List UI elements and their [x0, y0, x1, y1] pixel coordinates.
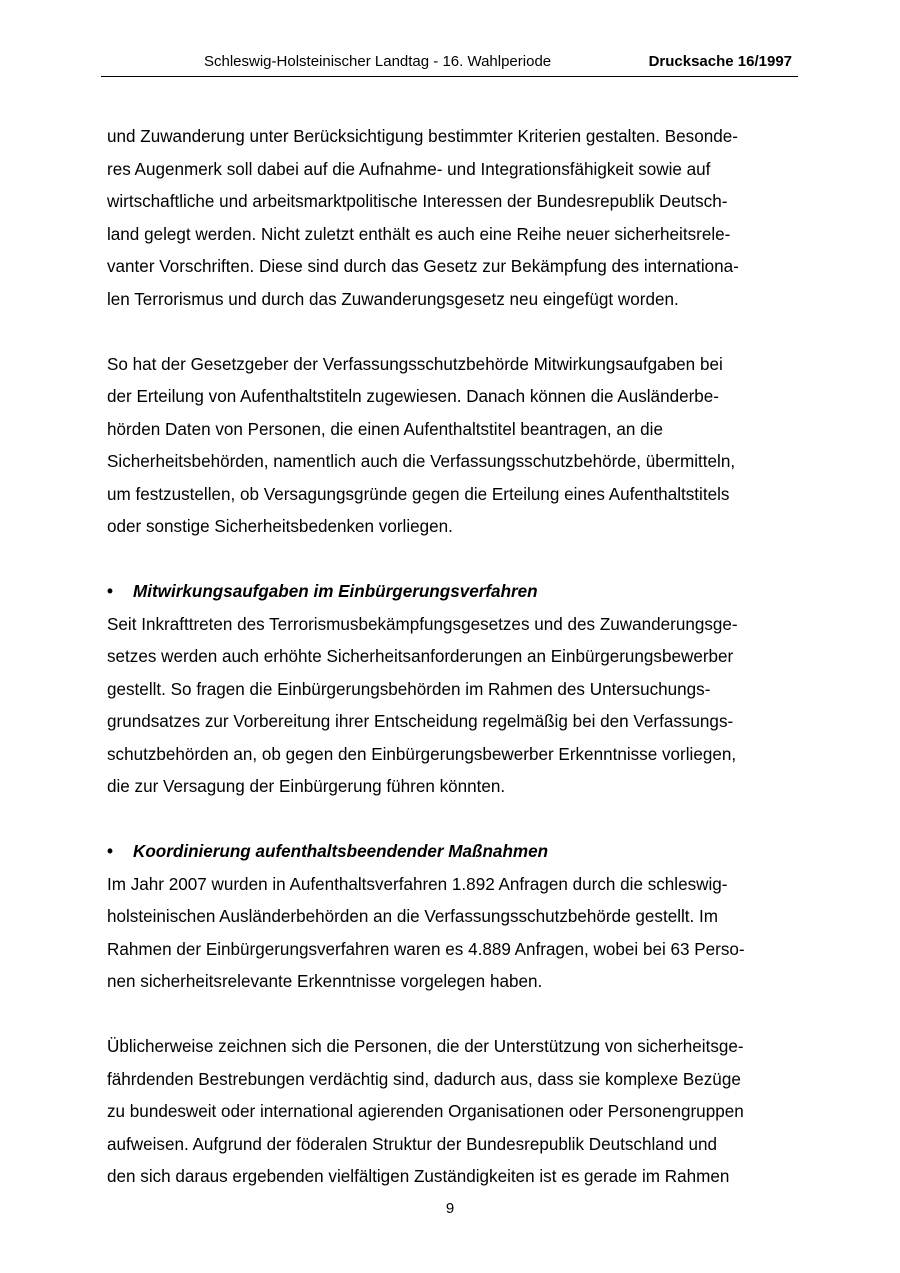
header-title: Schleswig-Holsteinischer Landtag - 16. Wahlperiode — [204, 53, 552, 70]
text-line: die zur Versagung der Einbürgerung führen könnten. — [107, 777, 506, 796]
section-2-paragraph — [107, 869, 797, 999]
paragraph-2 — [107, 349, 797, 544]
text-line: nen sicherheitsrelevante Erkenntnisse vorgelegen haben. — [107, 972, 543, 991]
text-line: oder sonstige Sicherheitsbedenken vorliegen. — [107, 517, 453, 536]
text-line: der Erteilung von Aufenthaltstiteln zugewiesen. Danach können die Ausländerbe- — [107, 387, 719, 406]
text-line: Seit Inkrafttreten des Terrorismusbekämpfungsgesetzes und des Zuwanderungsge- — [107, 614, 738, 634]
section-heading-koordinierung — [107, 836, 797, 869]
text-line: holsteinischen Ausländerbehörden an die Verfassungsschutzbehörde gestellt. Im — [107, 907, 719, 926]
text-line: len Terrorismus und durch das Zuwanderungsgesetz neu eingefügt worden. — [107, 289, 679, 309]
text-line: setzes werden auch erhöhte Sicherheitsanforderungen an Einbürgerungsbewerber — [107, 647, 734, 666]
page-header — [101, 52, 798, 77]
text-line: vanter Vorschriften. Diese sind durch das Gesetz zur Bekämpfung des internationa- — [107, 257, 739, 276]
text-line: wirtschaftliche und arbeitsmarktpolitische Interessen der Bundesrepublik Deutsch- — [107, 192, 728, 211]
text-line: und Zuwanderung unter Berücksichtigung bestimmter Kriterien gestalten. Besonde- — [107, 127, 738, 146]
text-line: Sicherheitsbehörden, namentlich auch die Verfassungsschutzbehörde, übermitteln, — [107, 452, 736, 471]
section-heading-text: Koordinierung aufenthaltsbeendender Maßnahmen — [133, 842, 549, 861]
text-line: fährdenden Bestrebungen verdächtig sind, dadurch aus, dass sie komplexe Bezüge — [107, 1069, 741, 1089]
text-line: hörden Daten von Personen, die einen Aufenthaltstitel beantragen, an die — [107, 419, 663, 439]
text-line: gestellt. So fragen die Einbürgerungsbehörden im Rahmen des Untersuchungs- — [107, 679, 711, 699]
paragraph-1 — [107, 121, 797, 316]
text-line: Üblicherweise zeichnen sich die Personen, die der Unterstützung von sicherheitsge- — [107, 1037, 744, 1056]
header-document-number: Drucksache 16/1997 — [648, 53, 792, 70]
page-number: 9 — [445, 1200, 455, 1217]
document-body — [107, 121, 797, 1194]
text-line: den sich daraus ergebenden vielfältigen Zuständigkeiten ist es gerade im Rahmen — [107, 1167, 730, 1186]
bullet-icon: • — [107, 582, 113, 601]
section-heading-text: Mitwirkungsaufgaben im Einbürgerungsverfahren — [133, 582, 538, 601]
text-line: um festzustellen, ob Versagungsgründe gegen die Erteilung eines Aufenthaltstitels — [107, 484, 730, 504]
text-line: Im Jahr 2007 wurden in Aufenthaltsverfahren 1.892 Anfragen durch die schleswig- — [107, 874, 728, 894]
text-line: schutzbehörden an, ob gegen den Einbürgerungsbewerber Erkenntnisse vorliegen, — [107, 744, 737, 764]
text-line: Rahmen der Einbürgerungsverfahren waren es 4.889 Anfragen, wobei bei 63 Perso- — [107, 939, 745, 959]
bullet-icon: • — [107, 842, 113, 861]
text-line: land gelegt werden. Nicht zuletzt enthält es auch eine Reihe neuer sicherheitsrele- — [107, 224, 731, 244]
text-line: grundsatzes zur Vorbereitung ihrer Entscheidung regelmäßig bei den Verfassungs- — [107, 712, 734, 731]
section-1-paragraph — [107, 609, 797, 804]
text-line: aufweisen. Aufgrund der föderalen Struktur der Bundesrepublik Deutschland und — [107, 1134, 718, 1154]
text-line: zu bundesweit oder international agierenden Organisationen oder Personengruppen — [107, 1102, 744, 1121]
section-heading-einbuergerung — [107, 576, 797, 609]
text-line: res Augenmerk soll dabei auf die Aufnahme- und Integrationsfähigkeit sowie auf — [107, 159, 711, 179]
text-line: So hat der Gesetzgeber der Verfassungsschutzbehörde Mitwirkungsaufgaben bei — [107, 354, 723, 374]
paragraph-final — [107, 1031, 797, 1194]
